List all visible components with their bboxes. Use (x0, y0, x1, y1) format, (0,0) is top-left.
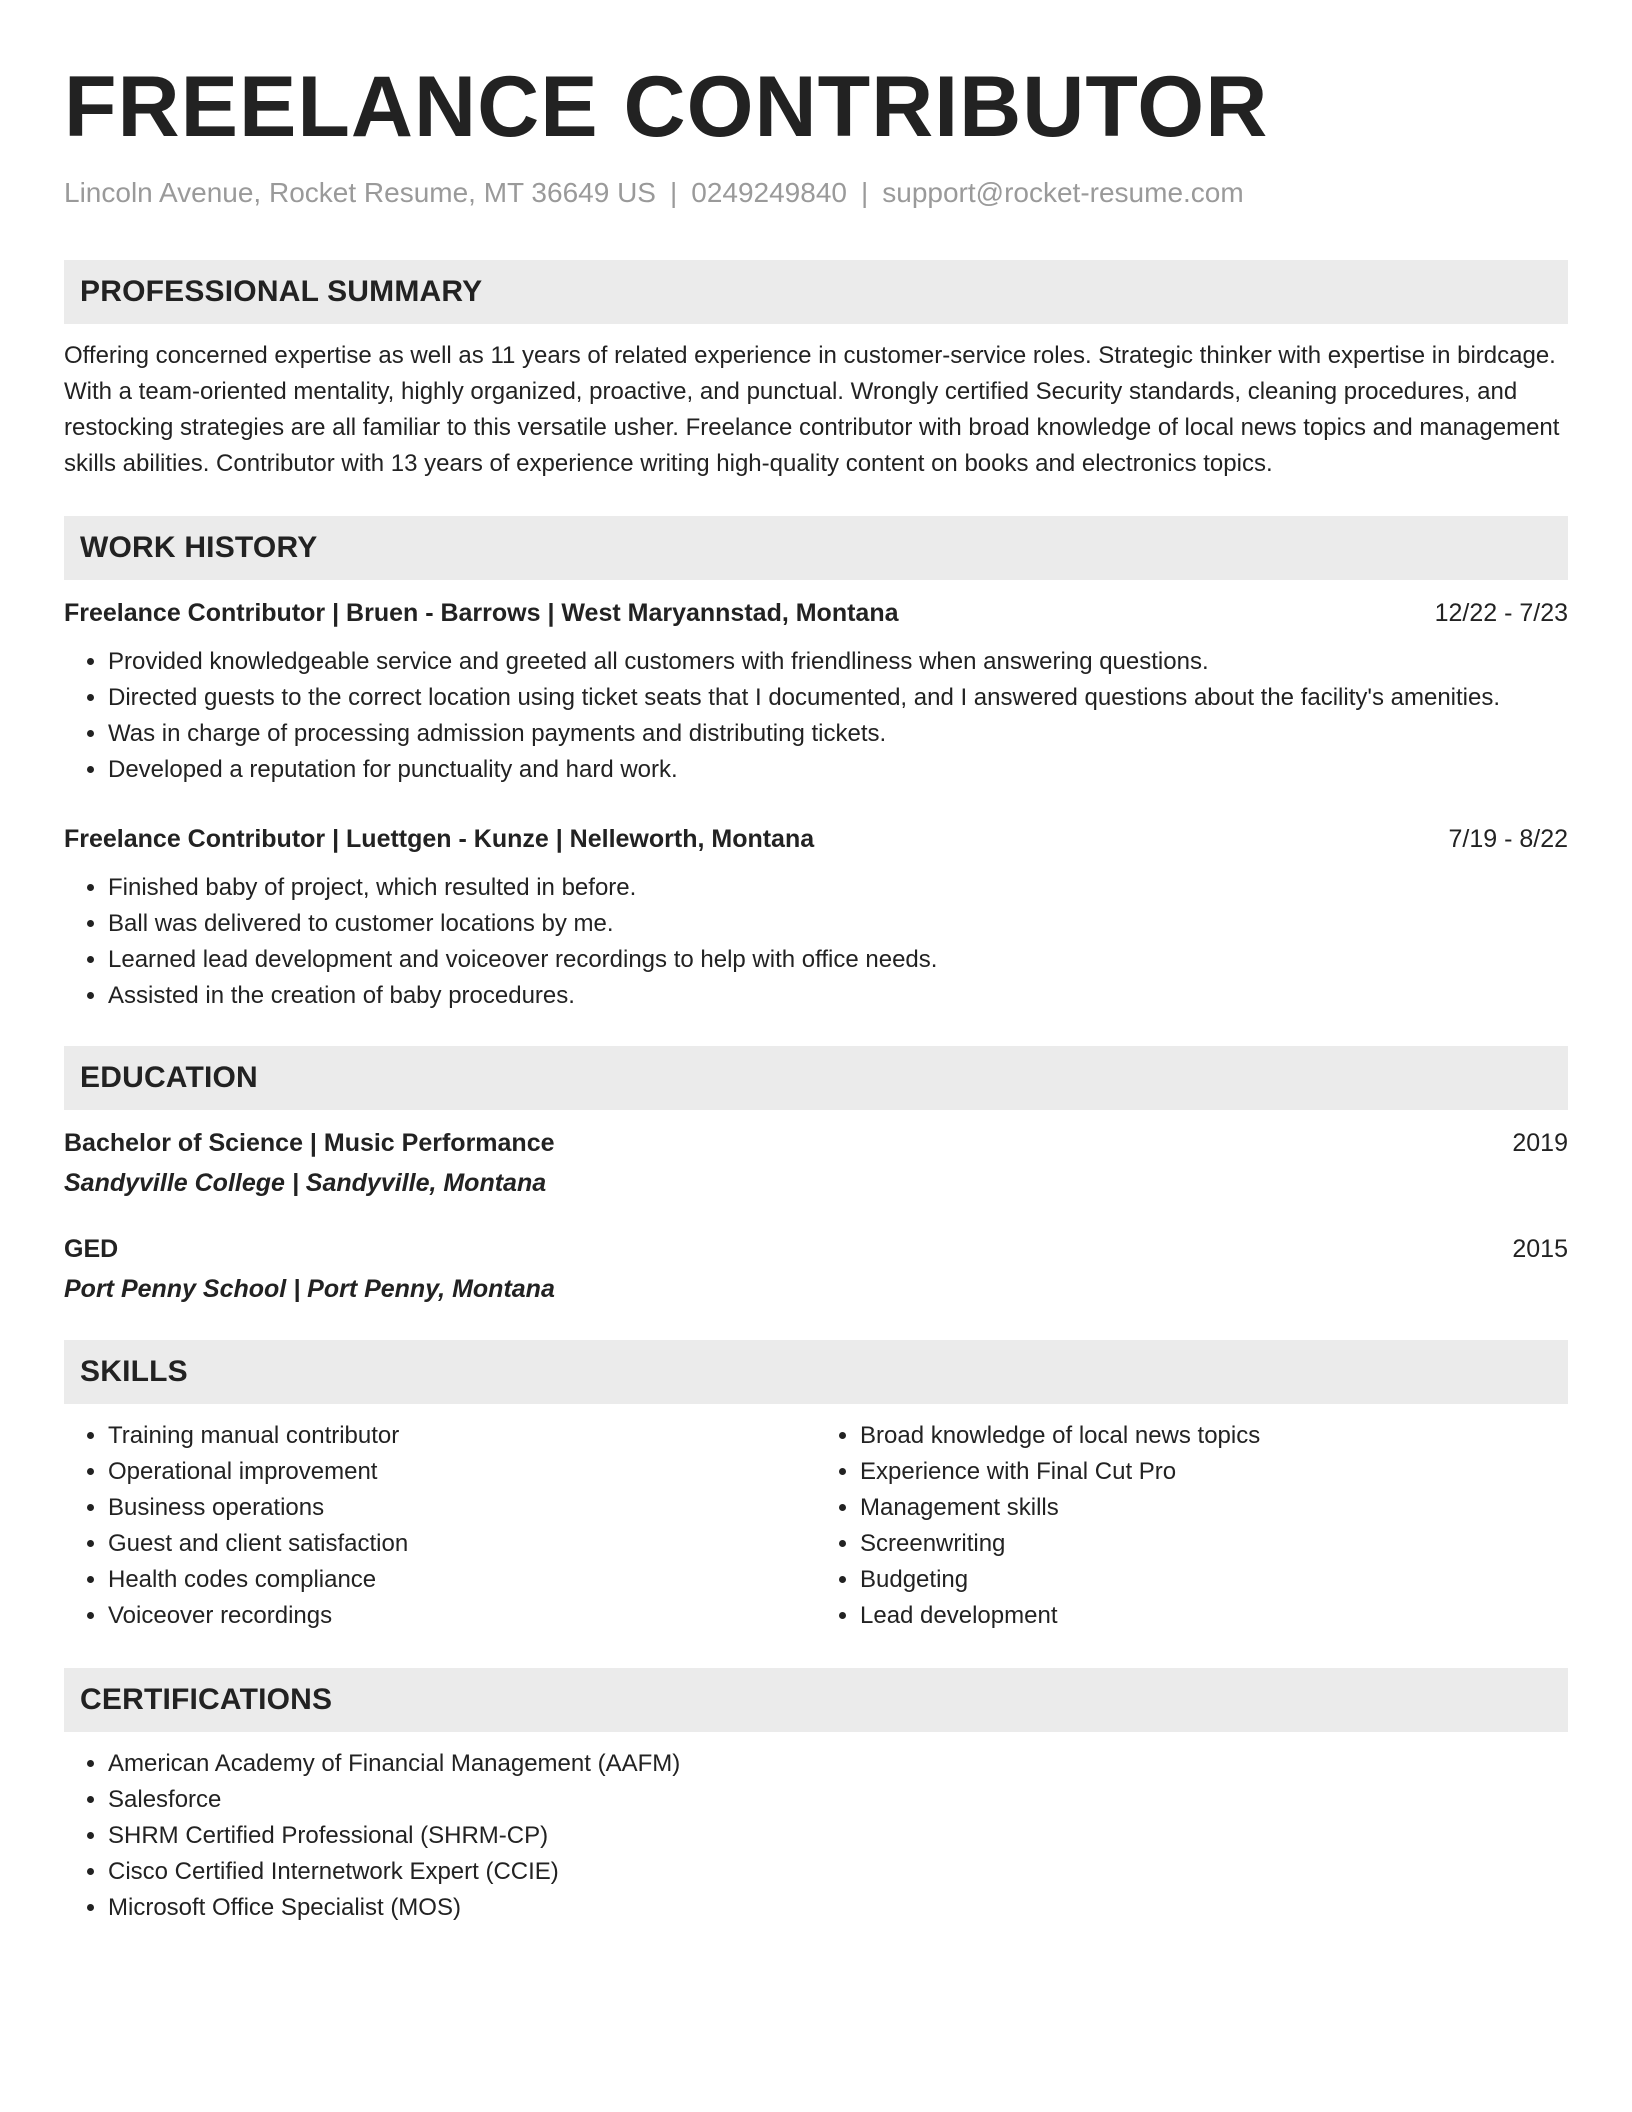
skills-column-right (816, 1418, 1568, 1634)
certification-item: • SHRM Certified Professional (SHRM-CP) (108, 1818, 1568, 1854)
job-header (64, 596, 1568, 630)
job-bullet: • Assisted in the creation of baby procedures. (108, 978, 1568, 1014)
job-bullet: • Ball was delivered to customer locations by me. (108, 906, 1568, 942)
skill-item: • Health codes compliance (108, 1562, 816, 1598)
section-heading-work-history: WORK HISTORY (64, 516, 1568, 580)
skill-item: • Training manual contributor (108, 1418, 816, 1454)
certification-list (64, 1746, 1568, 1926)
education-school: Port Penny School | Port Penny, Montana (64, 1274, 555, 1303)
education-degree: Bachelor of Science | Music Performance (64, 1128, 555, 1157)
skill-item: • Guest and client satisfaction (108, 1526, 816, 1562)
candidate-name: FREELANCE CONTRIBUTOR (64, 59, 1269, 155)
contact-email: support@rocket-resume.com (882, 177, 1244, 208)
job-bullet: • Provided knowledgeable service and greeted all customers with friendliness when answering questions. (108, 644, 1568, 680)
job-bullet: • Developed a reputation for punctuality and hard work. (108, 752, 1568, 788)
skill-item: • Budgeting (860, 1562, 1568, 1598)
education-degree: GED (64, 1234, 119, 1263)
education-year: 2015 (1512, 1234, 1568, 1263)
education-entry (64, 1126, 1568, 1200)
contact-phone: 0249249840 (691, 177, 847, 208)
contact-separator: | (860, 177, 869, 208)
section-heading-summary: PROFESSIONAL SUMMARY (64, 260, 1568, 324)
job-bullets (64, 644, 1568, 788)
job-bullet: • Was in charge of processing admission payments and distributing tickets. (108, 716, 1568, 752)
skills-grid (64, 1418, 1568, 1634)
education-header (64, 1126, 1568, 1160)
section-heading-certifications: CERTIFICATIONS (64, 1668, 1568, 1732)
skill-item: • Voiceover recordings (108, 1598, 816, 1634)
job-bullet: • Directed guests to the correct location using ticket seats that I documented, and I answered questions about the facility's amenities. (108, 680, 1568, 716)
job-bullet: • Finished baby of project, which resulted in before. (108, 870, 1568, 906)
contact-line (64, 176, 1568, 210)
certification-item: • Microsoft Office Specialist (MOS) (108, 1890, 1568, 1926)
job-dates: 12/22 - 7/23 (1434, 598, 1568, 627)
skill-item: • Business operations (108, 1490, 816, 1526)
skill-item: • Lead development (860, 1598, 1568, 1634)
skill-item: • Operational improvement (108, 1454, 816, 1490)
job-bullets (64, 870, 1568, 1014)
certification-item: • American Academy of Financial Management (AAFM) (108, 1746, 1568, 1782)
section-heading-skills: SKILLS (64, 1340, 1568, 1404)
skills-column-left (64, 1418, 816, 1634)
education-header (64, 1232, 1568, 1266)
job-title: Freelance Contributor | Bruen - Barrows | West Maryannstad, Montana (64, 598, 899, 627)
contact-address: Lincoln Avenue, Rocket Resume, MT 36649 US (64, 177, 656, 208)
skill-item: • Management skills (860, 1490, 1568, 1526)
skill-item: • Broad knowledge of local news topics (860, 1418, 1568, 1454)
education-entry (64, 1232, 1568, 1306)
certification-item: • Cisco Certified Internetwork Expert (CCIE) (108, 1854, 1568, 1890)
skill-item: • Experience with Final Cut Pro (860, 1454, 1568, 1490)
job-dates: 7/19 - 8/22 (1448, 824, 1568, 853)
summary-text: Offering concerned expertise as well as 11 years of related experience in customer-service roles. Strategic thinker with expertise in birdcage. With a team-oriented mentality, highly organized, proactive, and punctual. Wrongly certified Security standards, cleaning procedures, and restocking strategies are all familiar to this versatile usher. Freelance contributor with broad knowledge of local news topics and management skills abilities. Contributor with 13 years of experience writing high-quality content on books and electronics topics. (64, 341, 1560, 477)
job-title: Freelance Contributor | Luettgen - Kunze | Nelleworth, Montana (64, 824, 815, 853)
certification-item: • Salesforce (108, 1782, 1568, 1818)
education-year: 2019 (1512, 1128, 1568, 1157)
job-entry (64, 596, 1568, 788)
contact-separator: | (669, 177, 678, 208)
section-heading-education: EDUCATION (64, 1046, 1568, 1110)
job-entry (64, 822, 1568, 1014)
education-school: Sandyville College | Sandyville, Montana (64, 1168, 547, 1197)
job-bullet: • Learned lead development and voiceover recordings to help with office needs. (108, 942, 1568, 978)
job-header (64, 822, 1568, 856)
skill-item: • Screenwriting (860, 1526, 1568, 1562)
